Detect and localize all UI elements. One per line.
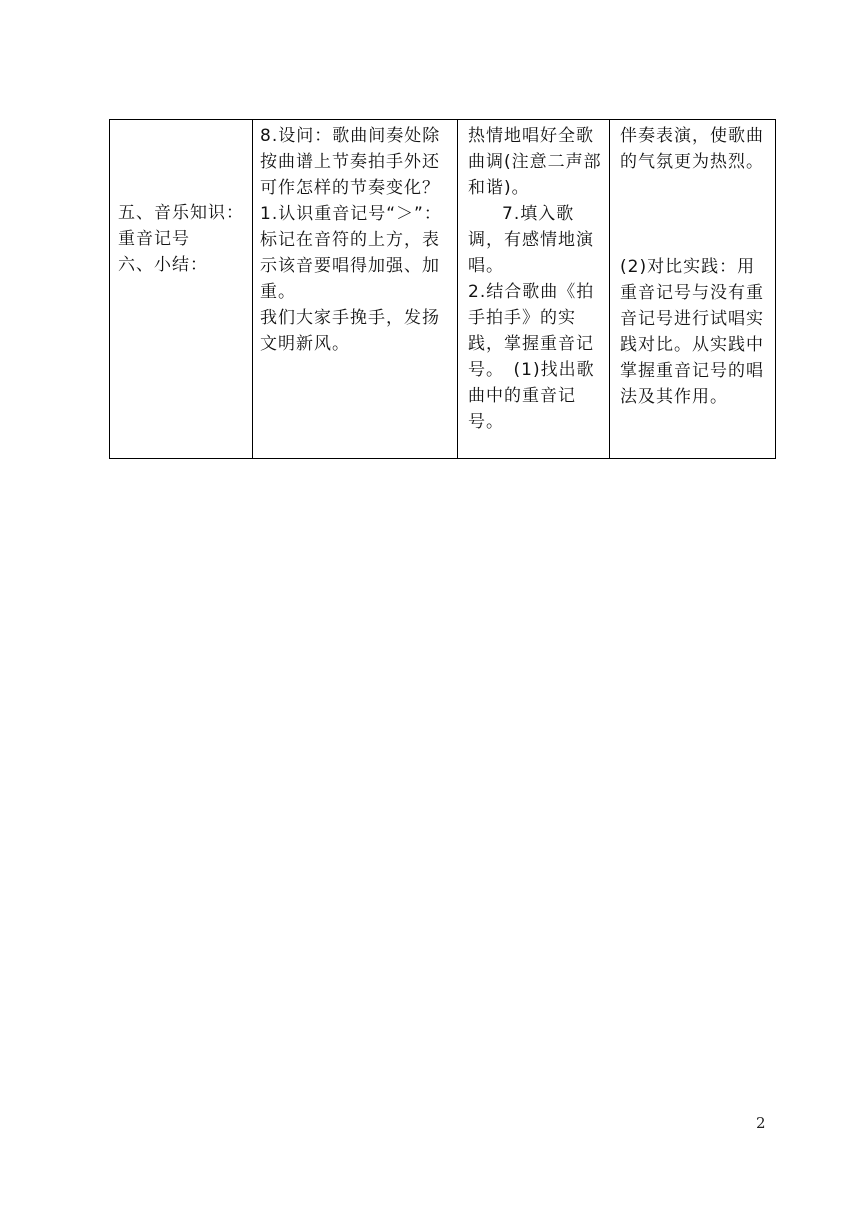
section-heading-music-knowledge: 五、音乐知识： (118, 203, 244, 223)
section-heading-cell (110, 120, 253, 459)
teacher-activity-cell (253, 120, 458, 459)
design-intent-text-2: (2)对比实践：用重音记号与没有重音记号进行试唱实践对比。从实践中掌握重音记号的唱法及其作用。 (620, 257, 764, 407)
student-activity-text-1: 热情地唱好全歌曲调(注意二声部和谐)。 (468, 126, 602, 198)
student-activity-cell (458, 120, 610, 459)
question-text: 8.设问：歌曲间奏处除按曲谱上节奏拍手外还可作怎样的节奏变化？ (260, 126, 441, 198)
accent-mark-knowledge-text: 1.认识重音记号“＞”：标记在音符的上方，表示该音要唱得加强、加重。 (260, 204, 442, 302)
section-heading-accent-mark: 重音记号 (118, 229, 190, 249)
section-heading-summary: 六、小结： (118, 255, 208, 275)
summary-text: 我们大家手挽手，发扬文明新风。 (260, 308, 440, 354)
design-intent-cell (610, 120, 776, 459)
lesson-plan-table (109, 119, 776, 459)
table-row (110, 120, 776, 459)
page-number: 2 (756, 1114, 766, 1132)
student-activity-text-2: 7.填入歌调，有感情地演唱。 (468, 204, 594, 276)
student-activity-text-3: 2.结合歌曲《拍手拍手》的实践，掌握重音记号。 (1)找出歌曲中的重音记号。 (468, 282, 595, 432)
design-intent-text-1: 伴奏表演，使歌曲的气氛更为热烈。 (620, 126, 764, 172)
